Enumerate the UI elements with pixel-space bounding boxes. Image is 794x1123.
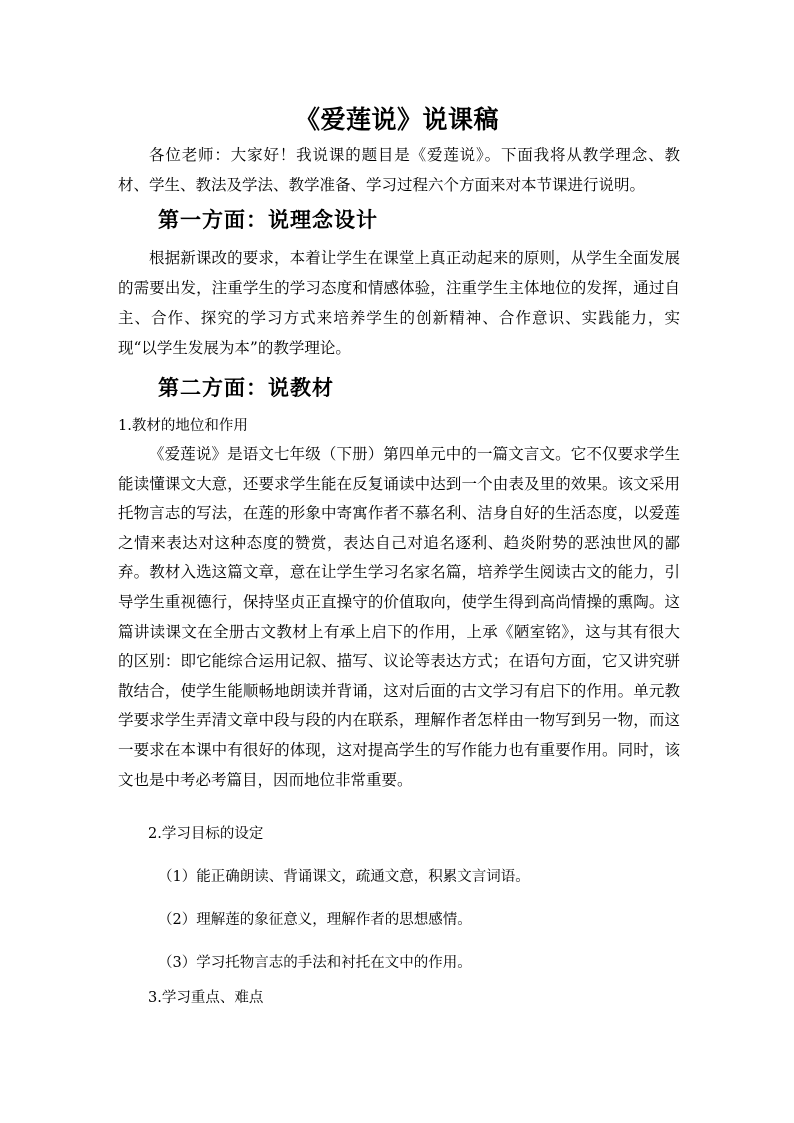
section2-body: 《爱莲说》是语文七年级（下册）第四单元中的一篇文言文。它不仅要求学生能读懂课文大意，还要求学生能在反复诵读中达到一个由表及里的效果。该文采用托物言志的写法，在莲的形象中寄寓作者不慕名利、洁身自好的生活态度，以爱莲之情来表达对这种态度的赞赏，表达自己对追名逐利、趋炎附势的恶浊世风的鄙弃。教材入选这篇文章，意在让学生学习名家名篇，培养学生阅读古文的能力，引导学生重视德行，保持坚贞正直操守的价值取向，使学生得到高尚情操的熏陶。这篇讲读课文在全册古文教材上有承上启下的作用，上承《陋室铭》，这与其有很大的区别：即它能综合运用记叙、描写、议论等表达方式；在语句方面，它又讲究骈散结合，使学生能顺畅地朗读并背诵，这对后面的古文学习有启下的作用。单元教学要求学生弄清文章中段与段的内在联系，理解作者怎样由一物写到另一物，而这一要求在本课中有很好的体现，这对提高学生的写作能力也有重要作用。同时，该文也是中考必考篇目，因而地位非常重要。 [118, 445, 680, 789]
subsection-heading-3: 3.学习重点、难点 [148, 990, 264, 1006]
document-title: 《爱莲说》说课稿 [294, 105, 499, 134]
section1-heading: 第一方面：说理念设计 [158, 207, 378, 232]
goal-item-2: （2）理解莲的象征意义，理解作者的思想感情。 [158, 912, 472, 928]
goal-item-1: （1）能正确朗读、背诵课文，疏通文意，积累文言词语。 [158, 869, 530, 885]
section1-body: 根据新课改的要求，本着让学生在课堂上真正动起来的原则，从学生全面发展的需要出发，注重学生的学习态度和情感体验，注重学生主体地位的发挥，通过自主、合作、探究的学习方式来培养学生的创新精神、合作意识、实践能力，实现“以学生发展为本”的教学理论。 [118, 249, 680, 357]
intro-paragraph: 各位老师：大家好！我说课的题目是《爱莲说》。下面我将从教学理念、教材、学生、教法及学法、教学准备、学习过程六个方面来对本节课进行说明。 [118, 146, 680, 194]
subsection-heading-1: 1.教材的地位和作用 [118, 418, 248, 434]
section2-heading: 第二方面：说教材 [158, 375, 334, 400]
subsection-heading-2: 2.学习目标的设定 [148, 826, 264, 842]
goal-item-3: （3）学习托物言志的手法和衬托在文中的作用。 [158, 955, 472, 971]
